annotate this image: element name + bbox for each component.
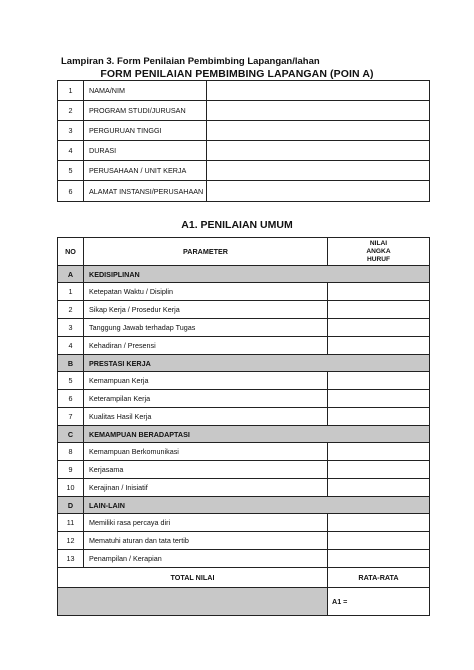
score-field[interactable]	[328, 461, 430, 479]
identity-label: PERGURUAN TINGGI	[84, 121, 207, 141]
score-field[interactable]	[328, 337, 430, 355]
identity-label: PROGRAM STUDI/JURUSAN	[84, 101, 207, 121]
identity-row	[58, 81, 430, 101]
parameter-label: Kemampuan Berkomunikasi	[84, 443, 328, 461]
category-code: C	[58, 426, 84, 443]
parameter-row	[58, 319, 430, 337]
parameter-no: 1	[58, 283, 84, 301]
parameter-no: 9	[58, 461, 84, 479]
category-row	[58, 497, 430, 514]
total-row	[58, 568, 430, 588]
final-score-row	[58, 588, 430, 616]
category-label: PRESTASI KERJA	[84, 355, 430, 372]
average-label: RATA-RATA	[328, 568, 430, 588]
identity-label: PERUSAHAAN / UNIT KERJA	[84, 161, 207, 181]
identity-no: 1	[58, 81, 84, 101]
parameter-label: Kehadiran / Presensi	[84, 337, 328, 355]
identity-label: DURASI	[84, 141, 207, 161]
category-label: KEDISIPLINAN	[84, 266, 430, 283]
parameter-label: Ketepatan Waktu / Disiplin	[84, 283, 328, 301]
score-field[interactable]	[328, 372, 430, 390]
total-value-field[interactable]	[58, 588, 328, 616]
header-no: NO	[58, 238, 84, 266]
score-field[interactable]	[328, 283, 430, 301]
parameter-no: 8	[58, 443, 84, 461]
identity-label: NAMA/NIM	[84, 81, 207, 101]
parameter-row	[58, 514, 430, 532]
parameter-no: 3	[58, 319, 84, 337]
parameter-no: 10	[58, 479, 84, 497]
category-label: LAIN-LAIN	[84, 497, 430, 514]
score-field[interactable]	[328, 514, 430, 532]
assessment-table	[57, 237, 430, 616]
parameter-no: 5	[58, 372, 84, 390]
identity-row	[58, 181, 430, 202]
table-header-row	[58, 238, 430, 266]
header-parameter: PARAMETER	[84, 238, 328, 266]
score-field[interactable]	[328, 532, 430, 550]
parameter-row	[58, 408, 430, 426]
parameter-label: Kualitas Hasil Kerja	[84, 408, 328, 426]
category-label: KEMAMPUAN BERADAPTASI	[84, 426, 430, 443]
identity-row	[58, 161, 430, 181]
identity-no: 3	[58, 121, 84, 141]
parameter-no: 4	[58, 337, 84, 355]
parameter-row	[58, 283, 430, 301]
score-field[interactable]	[328, 550, 430, 568]
category-code: B	[58, 355, 84, 372]
parameter-no: 6	[58, 390, 84, 408]
identity-value-field[interactable]	[207, 121, 430, 141]
category-row	[58, 355, 430, 372]
parameter-label: Kerajinan / Inisiatif	[84, 479, 328, 497]
parameter-label: Sikap Kerja / Prosedur Kerja	[84, 301, 328, 319]
parameter-row	[58, 372, 430, 390]
header-angka-line: ANGKA	[366, 247, 391, 255]
identity-row	[58, 121, 430, 141]
identity-value-field[interactable]	[207, 141, 430, 161]
total-label: TOTAL NILAI	[58, 568, 328, 588]
score-field[interactable]	[328, 408, 430, 426]
category-row	[58, 266, 430, 283]
category-code: D	[58, 497, 84, 514]
identity-row	[58, 141, 430, 161]
parameter-label: Keterampilan Kerja	[84, 390, 328, 408]
header-huruf-line: HURUF	[366, 255, 391, 263]
parameter-label: Kerjasama	[84, 461, 328, 479]
score-field[interactable]	[328, 443, 430, 461]
score-field[interactable]	[328, 479, 430, 497]
parameter-no: 12	[58, 532, 84, 550]
parameter-row	[58, 479, 430, 497]
score-field[interactable]	[328, 319, 430, 337]
identity-no: 5	[58, 161, 84, 181]
identity-no: 2	[58, 101, 84, 121]
a1-average-field[interactable]: A1 =	[328, 588, 430, 616]
header-nilai	[328, 238, 430, 266]
identity-value-field[interactable]	[207, 181, 430, 202]
parameter-label: Kemampuan Kerja	[84, 372, 328, 390]
score-field[interactable]	[328, 390, 430, 408]
identity-value-field[interactable]	[207, 101, 430, 121]
parameter-row	[58, 390, 430, 408]
identity-no: 6	[58, 181, 84, 202]
score-field[interactable]	[328, 301, 430, 319]
parameter-no: 13	[58, 550, 84, 568]
parameter-no: 11	[58, 514, 84, 532]
parameter-row	[58, 337, 430, 355]
parameter-label: Mematuhi aturan dan tata tertib	[84, 532, 328, 550]
parameter-row	[58, 461, 430, 479]
parameter-label: Tanggung Jawab terhadap Tugas	[84, 319, 328, 337]
identity-value-field[interactable]	[207, 81, 430, 101]
parameter-row	[58, 550, 430, 568]
identity-no: 4	[58, 141, 84, 161]
parameter-row	[58, 443, 430, 461]
appendix-caption: Lampiran 3. Form Penilaian Pembimbing Lapangan/lahan	[61, 56, 320, 67]
identity-label: ALAMAT INSTANSI/PERUSAHAAN	[84, 181, 207, 202]
identity-table	[57, 80, 430, 202]
parameter-no: 7	[58, 408, 84, 426]
parameter-label: Penampilan / Kerapian	[84, 550, 328, 568]
parameter-no: 2	[58, 301, 84, 319]
identity-value-field[interactable]	[207, 161, 430, 181]
header-nilai-line: NILAI	[369, 239, 388, 247]
parameter-row	[58, 301, 430, 319]
parameter-row	[58, 532, 430, 550]
parameter-label: Memiliki rasa percaya diri	[84, 514, 328, 532]
identity-row	[58, 101, 430, 121]
form-title: FORM PENILAIAN PEMBIMBING LAPANGAN (POIN A)	[100, 68, 374, 80]
category-code: A	[58, 266, 84, 283]
section-title: A1. PENILAIAN UMUM	[181, 219, 293, 231]
category-row	[58, 426, 430, 443]
